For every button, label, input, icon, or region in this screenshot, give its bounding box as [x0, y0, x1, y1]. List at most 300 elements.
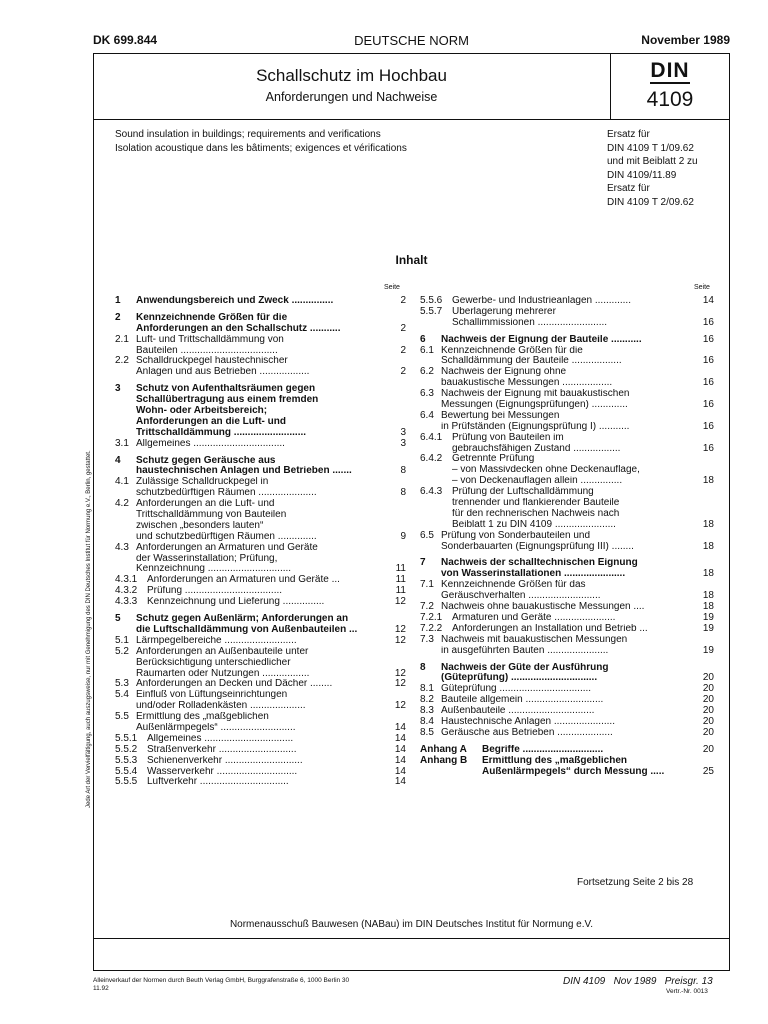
toc-number: 5.5.4 — [115, 765, 138, 777]
toc-title: Ermittlung des „maßgeblichen — [482, 755, 628, 766]
toc-page: 16 — [702, 333, 714, 345]
toc-page: 16 — [702, 316, 714, 328]
toc-number: 4.3.1 — [115, 574, 138, 586]
toc-entry — [115, 690, 406, 701]
toc-title: Begriffe ............................. — [482, 744, 604, 755]
toc-page: 19 — [702, 611, 714, 623]
english-title: Sound insulation in buildings; requirements and verifications — [115, 129, 381, 140]
toc-title: Wasserverkehr ............................. — [147, 766, 298, 777]
toc-page: 20 — [702, 683, 714, 695]
toc-title: Getrennte Prüfung — [452, 454, 535, 465]
footer-left — [93, 977, 349, 993]
toc-entry — [115, 521, 406, 532]
toc-entry — [115, 406, 406, 417]
toc-number: 6.2 — [420, 366, 434, 378]
toc-title: gebrauchsfähigen Zustand ................. — [452, 443, 621, 454]
toc-number: 7.1 — [420, 579, 434, 591]
toc-title: Sonderbauarten (Eignungsprüfung III) ........ — [441, 541, 634, 552]
toc-entry — [115, 767, 406, 778]
din-logo — [648, 61, 692, 83]
footer-right: DIN 4109 Nov 1989 Preisgr. 13 — [563, 976, 713, 987]
toc-title: und/oder Rolladenkästen .................... — [136, 701, 306, 712]
toc-title: bauakustische Messungen .................. — [441, 378, 613, 389]
toc-title: Nachweis der Eignung ohne — [441, 367, 567, 378]
toc-title: trennender und flankierender Bauteile — [452, 498, 620, 509]
document-title: Schallschutz im Hochbau — [256, 66, 447, 85]
toc-entry — [115, 636, 406, 647]
toc-page: 3 — [400, 426, 406, 438]
toc-page: 14 — [394, 721, 406, 733]
replacement-line: DIN 4109 T 2/09.62 — [607, 196, 694, 208]
toc-page: 12 — [394, 678, 406, 690]
toc-entry — [420, 411, 714, 422]
toc-number: 5.2 — [115, 645, 129, 657]
toc-number: 6.4 — [420, 409, 434, 421]
toc-title: in Prüfständen (Eignungsprüfung I) ........... — [441, 421, 630, 432]
toc-entry — [420, 444, 714, 455]
toc-entry — [115, 395, 406, 406]
toc-number: 6.5 — [420, 529, 434, 541]
footer-code: 11.92 — [93, 985, 109, 992]
replacement-line: Ersatz für — [607, 129, 650, 140]
toc-number: 6.4.1 — [420, 431, 443, 443]
toc-page: 20 — [702, 672, 714, 684]
toc-entry — [420, 695, 714, 706]
toc-entry — [420, 558, 714, 569]
french-title: Isolation acoustique dans les bâtiments; exigences et vérifications — [115, 142, 407, 154]
toc-page: 16 — [702, 355, 714, 367]
seite-label-left: Seite — [384, 284, 400, 291]
toc-number: 7 — [420, 557, 426, 569]
toc-number: 5.5.6 — [420, 295, 443, 306]
toc-title: und schutzbedürftigen Räumen .............. — [136, 531, 317, 542]
toc-number: 2.2 — [115, 355, 129, 367]
toc-entry — [420, 728, 714, 739]
replacement-line: DIN 4109 T 1/09.62 — [607, 142, 694, 154]
toc-page: 19 — [702, 644, 714, 656]
toc-title: Haustechnische Anlagen ...................... — [441, 716, 615, 727]
dk-number: DK 699.844 — [93, 33, 158, 47]
toc-number: 7.2.1 — [420, 611, 443, 623]
toc-number: 5.5.7 — [420, 305, 443, 317]
toc-entry — [115, 532, 406, 543]
toc-page: 12 — [394, 596, 406, 608]
toc-page: 3 — [400, 437, 406, 449]
toc-entry — [115, 439, 406, 450]
toc-number: Anhang A — [420, 743, 467, 755]
toc-title: zwischen „besonders lauten“ — [136, 520, 264, 531]
issue-date: November 1989 — [641, 33, 730, 47]
toc-entry — [115, 296, 406, 307]
toc-entry — [420, 367, 714, 378]
toc-number: 6.1 — [420, 344, 434, 356]
toc-page: 12 — [394, 623, 406, 635]
toc-entry — [115, 477, 406, 488]
toc-title: haustechnischen Anlagen und Betrieben ....... — [136, 466, 352, 477]
toc-entry — [115, 346, 406, 357]
toc-page: 2 — [400, 322, 406, 334]
toc-entry — [420, 531, 714, 542]
toc-title: Geräuschverhalten .......................... — [441, 591, 601, 602]
toc-entry — [420, 542, 714, 553]
toc-title: Nachweis der schalltechnischen Eignung — [441, 558, 638, 569]
toc-title: – von Massivdecken ohne Deckenauflage, — [452, 465, 640, 476]
toc-number: 5.5.2 — [115, 743, 138, 755]
toc-title: Prüfung ................................... — [147, 586, 283, 597]
toc-number: 8.2 — [420, 694, 434, 706]
toc-entry — [115, 712, 406, 723]
toc-entry — [420, 433, 714, 444]
toc-entry — [115, 488, 406, 499]
toc-page: 19 — [702, 622, 714, 634]
replacement-line: Ersatz für — [607, 183, 650, 194]
toc-entry — [420, 318, 714, 329]
toc-number: 4.3.3 — [115, 596, 138, 608]
toc-entry — [115, 564, 406, 575]
toc-page: 12 — [394, 667, 406, 679]
toc-entry — [115, 384, 406, 395]
toc-title: Schallübertragung aus einem fremden — [136, 395, 319, 406]
toc-title: Nachweis der Güte der Ausführung — [441, 662, 609, 673]
toc-page: 16 — [702, 399, 714, 411]
toc-number: 7.2 — [420, 601, 434, 613]
toc-entry — [115, 734, 406, 745]
toc-entry — [420, 569, 714, 580]
toc-entry — [115, 466, 406, 477]
toc-entry — [420, 717, 714, 728]
toc-title: in ausgeführten Bauten ...................... — [441, 645, 609, 656]
norm-label: DEUTSCHE NORM — [354, 33, 469, 48]
toc-entry — [115, 324, 406, 335]
toc-entry — [420, 580, 714, 591]
continuation-note: Fortsetzung Seite 2 bis 28 — [577, 877, 694, 888]
toc-title: Anforderungen an den Schallschutz ........... — [136, 323, 341, 334]
toc-title: Beiblatt 1 zu DIN 4109 ...................... — [452, 519, 616, 530]
toc-title: Überlagerung mehrerer — [452, 306, 556, 317]
toc-number: 5.3 — [115, 678, 129, 690]
toc-entry — [420, 422, 714, 433]
toc-title: für den rechnerischen Nachweis nach — [452, 508, 620, 519]
toc-number: 4.2 — [115, 498, 129, 510]
toc-title: schutzbedürftigen Räumen ..................... — [136, 488, 317, 499]
toc-entry — [115, 586, 406, 597]
replacement-line: und mit Beiblatt 2 zu — [607, 156, 698, 167]
toc-number: 6.4.3 — [420, 486, 443, 498]
toc-entry — [420, 307, 714, 318]
toc-entry — [115, 723, 406, 734]
toc-page: 16 — [702, 377, 714, 389]
toc-number: 5 — [115, 613, 121, 625]
toc-title: Anforderungen an Außenbauteile unter — [136, 646, 309, 657]
toc-entry — [115, 543, 406, 554]
toc-entry — [115, 575, 406, 586]
toc-title: Luft- und Trittschalldämmung von — [136, 334, 284, 345]
toc-title: Wohn- oder Arbeitsbereich; — [136, 406, 268, 417]
toc-number: 6.4.2 — [420, 453, 443, 465]
toc-page: 14 — [394, 765, 406, 777]
toc-entry — [420, 602, 714, 613]
toc-entry — [420, 509, 714, 520]
toc-title: Kennzeichnende Größen für die — [136, 312, 288, 323]
toc-title: Schutz gegen Geräusche aus — [136, 455, 276, 466]
toc-entry — [420, 356, 714, 367]
replacement-line: DIN 4109/11.89 — [607, 169, 677, 181]
toc-entry — [420, 465, 714, 476]
toc-title: Berücksichtigung unterschiedlicher — [136, 657, 291, 668]
toc-left-column — [115, 296, 406, 788]
toc-title: Schallimmissionen ......................... — [452, 317, 608, 328]
toc-title: von Wasserinstallationen ...................... — [441, 569, 626, 580]
toc-number: 4 — [115, 454, 121, 466]
toc-entry — [420, 454, 714, 465]
toc-page: 18 — [702, 601, 714, 613]
toc-page: 14 — [702, 295, 714, 306]
toc-entry — [420, 646, 714, 657]
toc-number: 8 — [420, 661, 426, 673]
toc-title: Allgemeines ................................. — [136, 438, 285, 449]
toc-title: der Wasserinstallation; Prüfung, — [136, 553, 278, 564]
toc-page: 18 — [702, 568, 714, 580]
toc-entry — [420, 673, 714, 684]
toc-page: 14 — [394, 732, 406, 744]
toc-right-column — [420, 296, 714, 777]
toc-entry — [115, 428, 406, 439]
toc-page: 20 — [702, 726, 714, 738]
toc-title: Armaturen und Geräte ...................... — [452, 612, 616, 623]
toc-entry — [115, 417, 406, 428]
toc-title: Nachweis der Eignung mit bauakustischen — [441, 389, 630, 400]
toc-title: Luftverkehr ................................ — [147, 777, 289, 788]
toc-number: 5.5.3 — [115, 754, 138, 766]
toc-page: 12 — [394, 700, 406, 712]
toc-entry — [115, 745, 406, 756]
toc-title: Anforderungen an Decken und Dächer ........ — [136, 679, 333, 690]
toc-title: Raumarten oder Nutzungen ................. — [136, 668, 310, 679]
toc-title: Schutz von Aufenthaltsräumen gegen — [136, 384, 316, 395]
toc-title: Kennzeichnende Größen für die — [441, 345, 583, 356]
toc-title: Anforderungen an die Luft- und — [136, 499, 275, 510]
toc-title: Kennzeichnende Größen für das — [441, 580, 586, 591]
toc-title: Anlagen und aus Betrieben .................. — [136, 367, 310, 378]
toc-title: Prüfung von Bauteilen im — [452, 432, 564, 443]
seite-label-right: Seite — [694, 284, 710, 291]
toc-page: 20 — [702, 715, 714, 727]
toc-entry — [115, 554, 406, 565]
replacement-note — [607, 128, 727, 209]
toc-title: Schalldruckpegel haustechnischer — [136, 356, 288, 367]
toc-number: 4.3 — [115, 541, 129, 553]
toc-entry — [420, 335, 714, 346]
toc-page: 18 — [702, 540, 714, 552]
toc-page: 18 — [702, 475, 714, 487]
toc-page: 2 — [400, 344, 406, 356]
toc-entry — [420, 613, 714, 624]
header-vertical-divider — [610, 53, 611, 119]
copyright-side-note: Jede Art der Vervielfältigung, auch auszugsweise, nur mit Genehmigung des DIN Deutsches Institut für Normung e.V., Berlin, gestattet. — [86, 450, 92, 808]
toc-entry — [420, 346, 714, 357]
toc-entry — [420, 296, 714, 307]
toc-title: Schutz gegen Außenlärm; Anforderungen an — [136, 614, 349, 625]
toc-title: Kennzeichnung und Lieferung ............... — [147, 597, 325, 608]
toc-page: 18 — [702, 590, 714, 602]
toc-number: 5.5.5 — [115, 776, 138, 788]
contents-heading: Inhalt — [395, 253, 428, 267]
toc-entry — [420, 663, 714, 674]
toc-entry — [115, 669, 406, 680]
toc-entry — [420, 624, 714, 635]
toc-title: Geräusche aus Betrieben .................... — [441, 727, 613, 738]
toc-title: Außenlärmpegels“ ........................... — [136, 722, 296, 733]
toc-title: Zulässige Schalldruckpegel in — [136, 477, 269, 488]
toc-title: Einfluß von Lüftungseinrichtungen — [136, 690, 288, 701]
toc-entry — [420, 591, 714, 602]
toc-page: 12 — [394, 634, 406, 646]
toc-title: Anforderungen an Installation und Betrieb ... — [452, 623, 648, 634]
committee-line: Normenausschuß Bauwesen (NABau) im DIN Deutsches Institut für Normung e.V. — [229, 919, 594, 930]
toc-entry — [115, 647, 406, 658]
toc-title: Anforderungen an Armaturen und Geräte — [136, 542, 318, 553]
document-subtitle: Anforderungen und Nachweise — [265, 90, 438, 104]
footer-vertr: Vertr.-Nr. 0013 — [666, 988, 708, 995]
toc-page: 2 — [400, 366, 406, 378]
toc-entry — [420, 378, 714, 389]
toc-entry — [420, 745, 714, 756]
toc-page: 16 — [702, 442, 714, 454]
toc-entry — [115, 313, 406, 324]
toc-page: 16 — [702, 420, 714, 432]
toc-entry — [115, 456, 406, 467]
translated-titles — [115, 128, 407, 155]
toc-number: 1 — [115, 295, 121, 306]
toc-page: 20 — [702, 705, 714, 717]
toc-title: Messungen (Eignungsprüfungen) ............. — [441, 400, 628, 411]
header-divider — [93, 119, 730, 120]
toc-entry — [420, 520, 714, 531]
toc-title: Anwendungsbereich und Zweck ............... — [136, 296, 334, 306]
toc-page: 9 — [400, 530, 406, 542]
footer-divider — [93, 938, 730, 939]
toc-number: 5.4 — [115, 689, 129, 701]
toc-page: 14 — [394, 754, 406, 766]
toc-title: Bewertung bei Messungen — [441, 410, 560, 421]
toc-number: 7.3 — [420, 633, 434, 645]
toc-number: 5.1 — [115, 634, 129, 646]
toc-entry — [420, 635, 714, 646]
toc-entry — [115, 625, 406, 636]
toc-title: Bauteile allgemein ............................ — [441, 695, 604, 706]
toc-title: Außenlärmpegels“ durch Messung ..... — [482, 766, 665, 777]
toc-title: Ermittlung des „maßgeblichen — [136, 712, 269, 723]
toc-entry — [420, 684, 714, 695]
toc-entry — [115, 499, 406, 510]
toc-entry — [115, 614, 406, 625]
toc-entry — [420, 767, 714, 778]
din-logo-text: DIN — [650, 59, 690, 82]
toc-page: 20 — [702, 743, 714, 755]
toc-entry — [420, 487, 714, 498]
toc-page: 14 — [394, 743, 406, 755]
toc-title: Gewerbe- und Industrieanlagen ............. — [452, 296, 631, 306]
toc-entry — [420, 476, 714, 487]
toc-title: Prüfung von Sonderbauteilen und — [441, 530, 591, 541]
toc-title: Trittschalldämmung von Bauteilen — [136, 510, 287, 521]
toc-entry — [115, 777, 406, 788]
toc-page: 25 — [702, 765, 714, 777]
toc-entry — [115, 658, 406, 669]
toc-entry — [115, 756, 406, 767]
toc-number: 6 — [420, 333, 426, 345]
toc-entry — [115, 597, 406, 608]
toc-entry — [420, 498, 714, 509]
toc-page: 14 — [394, 776, 406, 788]
toc-entry — [115, 367, 406, 378]
toc-number: 3 — [115, 383, 121, 395]
toc-number: 7.2.2 — [420, 622, 443, 634]
toc-number: Anhang B — [420, 754, 468, 766]
toc-title: Nachweis ohne bauakustische Messungen .... — [441, 602, 645, 613]
toc-number: 8.1 — [420, 683, 434, 695]
toc-page: 20 — [702, 694, 714, 706]
din-number: 4109 — [646, 88, 694, 111]
toc-number: 8.4 — [420, 715, 434, 727]
toc-title: Schienenverkehr ............................ — [147, 755, 303, 766]
toc-title: Außenbauteile ............................... — [441, 706, 595, 717]
toc-number: 5.5.1 — [115, 732, 138, 744]
toc-title: Kennzeichnung .............................. — [136, 564, 292, 575]
toc-entry — [115, 679, 406, 690]
toc-page: 11 — [395, 585, 406, 597]
footer-publisher: Alleinverkauf der Normen durch Beuth Verlag GmbH, Burggrafenstraße 6, 1000 Berlin 30 — [93, 977, 350, 984]
din-logo-underline — [650, 82, 690, 84]
toc-number: 5.5 — [115, 711, 129, 723]
toc-title: Nachweis der Eignung der Bauteile ........... — [441, 334, 642, 345]
toc-number: 2.1 — [115, 333, 129, 345]
toc-page: 18 — [702, 518, 714, 530]
toc-title: die Luftschalldämmung von Außenbauteilen ... — [136, 624, 358, 635]
toc-entry — [420, 756, 714, 767]
toc-page: 11 — [395, 563, 406, 575]
toc-title: Anforderungen an Armaturen und Geräte ... — [147, 575, 340, 586]
toc-entry — [115, 510, 406, 521]
toc-title: Anforderungen an die Luft- und — [136, 416, 286, 427]
toc-entry — [115, 356, 406, 367]
toc-entry — [115, 701, 406, 712]
toc-entry — [420, 389, 714, 400]
toc-title: Trittschalldämmung .......................... — [136, 427, 307, 438]
toc-number: 6.3 — [420, 388, 434, 400]
toc-title: Güteprüfung ................................. — [441, 684, 592, 695]
toc-number: 8.3 — [420, 705, 434, 717]
toc-page: 11 — [395, 574, 406, 586]
toc-title: Prüfung der Luftschalldämmung — [452, 487, 594, 498]
toc-title: Lärmpegelbereiche .......................... — [136, 635, 297, 646]
toc-number: 2 — [115, 311, 121, 323]
toc-title: Bauteilen ................................... — [136, 345, 278, 356]
toc-title: (Güteprüfung) ............................... — [441, 673, 598, 684]
toc-title: Straßenverkehr ............................ — [147, 744, 297, 755]
toc-title: Allgemeines ................................ — [147, 733, 294, 744]
toc-title: – von Deckenauflagen allein ............... — [452, 476, 623, 487]
toc-number: 4.1 — [115, 476, 129, 488]
toc-page: 8 — [400, 465, 406, 477]
toc-page: 2 — [400, 295, 406, 306]
toc-entry — [115, 335, 406, 346]
toc-title: Nachweis mit bauakustischen Messungen — [441, 634, 628, 645]
toc-page: 8 — [400, 487, 406, 499]
toc-number: 3.1 — [115, 437, 129, 449]
toc-number: 8.5 — [420, 726, 434, 738]
toc-entry — [420, 706, 714, 717]
